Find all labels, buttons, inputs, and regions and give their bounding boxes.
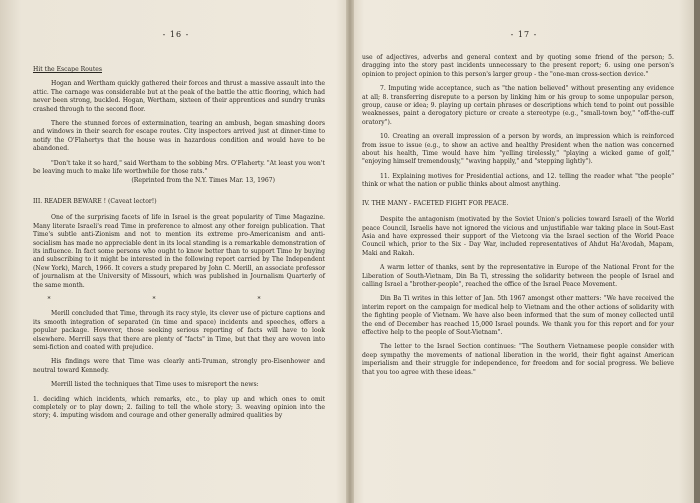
reprint-source: (Reprinted from the N.Y. Times Mar. 13, 1967) bbox=[131, 177, 275, 185]
left-text-column bbox=[33, 66, 325, 427]
paragraph: 7. Imputing wide acceptance, such as "the nation believed" without presenting any evidence at all; 8. transferring disrepute to a person by linking him or his group to some unpopular person, group, cause or idea; 9. playing up certain phrases or descriptions which tend to point out possible weaknesses, paint a derogatory picture or create a stereotype (e.g., "small-town boy," "off-the-cuff oratory"). bbox=[362, 85, 674, 126]
section-heading-reader-beware: III. READER BEWARE ! (Caveat lector!) bbox=[33, 197, 157, 205]
page-number-left: - 16 - bbox=[162, 30, 190, 39]
left-page bbox=[8, 0, 344, 503]
right-page bbox=[356, 0, 692, 503]
paragraph: Merill concluded that Time, through its racy style, its clever use of picture captions and its smooth integration of separated (in time and space) incidents and speeches, offers a popular package. However, those seeking serious reporting of facts will have to look elsewhere. Merrill says that there are plenty of "facts" in Time, but that they are woven into semi-fiction and coated with prejudice. bbox=[33, 310, 325, 351]
paragraph: A warm letter of thanks, sent by the representative in Europe of the National Front for the Liberation of South-Vietnam, Din Ba Ti, stressing the solidarity between the people of Israel and calling Israel a "brother-people", reached the office of the Israel Peace Movement. bbox=[362, 264, 674, 288]
book-spine bbox=[346, 0, 354, 503]
paragraph: Despite the antagonism (motivated by the Soviet Union's policies toward Israel) of the World peace Council, Israelis have not ignored the vicious and unjustifiable war taking place in Sout-East Asia and have expressed their support of the Vietcong via the Israel section of the World Peace Council which, prior to the Six - Day War, included representatives of Ahdut Ha'Avodah, Mapam, Maki and Rakah. bbox=[362, 216, 674, 257]
page-number-right: - 17 - bbox=[510, 30, 538, 39]
paragraph: Hogan and Wertham quickly gathered their forces and thrust a massive assault into the attic. The carnage was considerable but at the peak of the battle the attic flooring, which had never been strong, buckled. Hogan, Wertham, sixteen of their apprentices and sundry trunks crashed through to the second floor. bbox=[33, 80, 325, 113]
paragraph: use of adjectives, adverbs and general context and by quoting some friend of the person; 5. dragging into the story past incidents unnecessary to the present report; 6. using one person's opinion to project opinion to this person's larger group - the "one-man cross-section device." bbox=[362, 54, 674, 78]
paragraph: Merrill listed the techniques that Time uses to misreport the news: bbox=[51, 381, 259, 389]
paragraph: 11. Explaining motives for Presidential actions, and 12. telling the reader what "the people" think or what the nation or public thinks about almost anything. bbox=[362, 172, 674, 189]
paragraph: 10. Creating an overall impression of a person by words, an impression which is reinforced from issue to issue (e.g., to show an active and healthy President when the nation was concerned about his health, Time would have him "yelling tirelessly," "playing a wicked game of golf," "enjoying himself tremendously," "waving happily," and "stepping lightly"). bbox=[362, 133, 674, 166]
right-text-column bbox=[362, 54, 674, 383]
paragraph: There the stunned forces of extermination, tearing an ambush, began smashing doors and windows in their search for escape routes. City inspectors arrived just at dinner-time to notify the O'Flahertys that the house was in hazardous condition and would have to be abandoned. bbox=[33, 120, 325, 153]
paragraph: Din Ba Ti writes in this letter of Jan. 5th 1967 amongst other matters: "We have received the interim report on the campaign for medical help to Vietnam and the other actions of solidarity with the fighting people of Vietnam. We have also been informed that the sum of money collected until the end of December has reached 15,000 Israel pounds. We thank you for this report and for your effective help to the people of Sout-Vietnam". bbox=[362, 295, 674, 336]
section-heading-fight-for-peace: IV. THE MANY - FACETED FIGHT FOR PEACE. bbox=[362, 199, 509, 207]
paragraph: 1. deciding which incidents, which remarks, etc., to play up and which ones to omit completely or to play down; 2. failing to tell the whole story; 3. weaving opinion into the story; 4. imputing wisdom and courage and other generally admired qualities by bbox=[33, 395, 325, 420]
section-divider-stars: * * * bbox=[47, 295, 311, 303]
paragraph: "Don't take it so hard," said Wertham to the sobbing Mrs. O'Flaherty. "At least you won't be leaving much to make life worthwhile for those rats." bbox=[33, 159, 325, 176]
paragraph: One of the surprising facets of life in Israel is the great popularity of Time Magazine. Many literate Israeli's read Time in preference to almost any other foreign publication. That Time's subtle anti-Zionism and not to mention its extreme pro-Americanism and anti-socialism has made no appreciable dent in its local standing is a remarkable demonstration of its influence. In fact some persons who ought to know better than to support Time by buying and subscribing to it might be interested in the following report carried by The Independent (New York), March, 1966. It covers a study prepared by John C. Merill, an associate professor of journalism at the University of Missouri, which was published in Journalism Quarterly of the same month. bbox=[33, 214, 325, 289]
page-edge bbox=[694, 0, 700, 503]
paragraph: His findings were that Time was clearly anti-Truman, strongly pro-Eisenhower and neutral toward Kennedy. bbox=[33, 358, 325, 374]
heading-escape-routes: Hit the Escape Routes bbox=[33, 66, 102, 73]
paragraph: The letter to the Israel Section continues: "The Southern Vietnamese people consider with deep sympathy the movements of national liberation in the world, their fight against American imperialism and their struggle for independence, for freedom and for social progress. We believe that you too agree with these ideas." bbox=[362, 343, 674, 376]
